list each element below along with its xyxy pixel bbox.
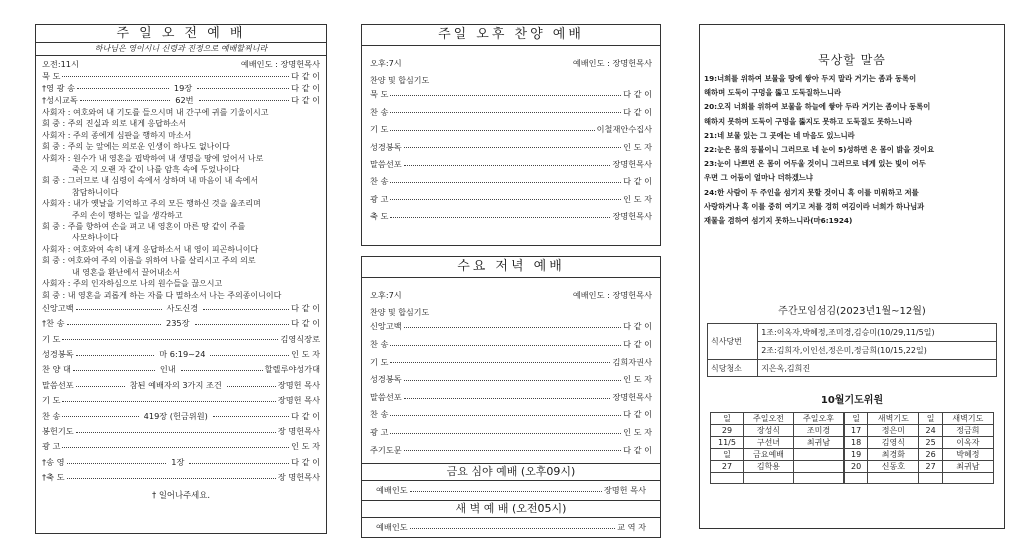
responsive-line: 회 중 : 내 영혼을 괴롭게 하는 자를 다 멸하소서 나는 주의종이니이다 xyxy=(42,290,282,300)
afternoon.rows-row xyxy=(370,104,652,121)
meal-label: 식사당번 xyxy=(708,324,758,360)
morning.rows_b-row-label: 광 고 xyxy=(42,441,61,452)
prayer-left-cell: 조미경 xyxy=(793,425,843,437)
wednesday.rows-row xyxy=(370,406,652,424)
prayer-left-cell: 27 xyxy=(711,461,744,473)
prayer-right-cell: 20 xyxy=(845,461,868,473)
morning.rows_b-row-label: 찬 송 xyxy=(42,410,61,421)
prayer-left-row xyxy=(711,425,844,437)
meditation-line: 20:오직 너희를 위하여 보물을 하늘에 쌓아 두라 거기는 좀이나 동록이 xyxy=(704,102,931,112)
morning.rows_b-row-label: 신앙고백 xyxy=(42,302,74,313)
wednesday.rows-row xyxy=(370,318,652,336)
morning.rows_b-row xyxy=(42,347,320,362)
responsive-line: 죽은 지 오랜 자 같이 나를 암흑 속에 두었나이다 xyxy=(72,165,240,175)
prayer-left-cell: 금요예배 xyxy=(743,449,793,461)
dawn-title: 새 벽 예 배 (오전05시) xyxy=(362,501,660,518)
meditation-line: 해하며 도둑이 구멍을 뚫고 도둑질하느니라 xyxy=(704,88,842,98)
prayer-left-row xyxy=(711,461,844,473)
wednesday.rows-row-person: 인 도 자 xyxy=(623,426,652,437)
morning.rows_b-row-detail: 마 6:19~24 xyxy=(159,349,206,360)
prayer-right-cell: 이옥자 xyxy=(942,437,993,449)
prayer-right-cell: 17 xyxy=(845,425,868,437)
afternoon.rows-row xyxy=(370,208,652,225)
prayer-right-cell: 최경화 xyxy=(868,449,919,461)
afternoon.rows-row-label: 묵 도 xyxy=(370,89,389,100)
prayer-left-header: 주일오후 xyxy=(793,413,843,425)
wednesday-leader: 예배인도 : 장명헌목사 xyxy=(572,290,652,300)
afternoon.rows-row xyxy=(370,139,652,156)
afternoon.rows-row-person: 다 같 이 xyxy=(623,176,652,187)
responsive-line: 사회자 : 여호와여 속히 내게 응답하소서 내 영이 피곤하니이다 xyxy=(42,244,259,254)
wednesday.rows-row-person: 다 같 이 xyxy=(623,321,652,332)
prayer-right-row xyxy=(845,437,994,449)
morning.rows_b-row xyxy=(42,439,320,454)
wednesday.rows-row-label: 기 도 xyxy=(370,356,389,367)
wednesday.rows-row-label: 주기도문 xyxy=(370,444,402,455)
morning.rows_b-row-detail: 235장 xyxy=(166,318,190,329)
afternoon.rows-row-person: 장명헌목사 xyxy=(612,211,652,222)
morning.rows_b-row-person: 할렐루야성가대 xyxy=(264,364,320,375)
morning.rows_b-row-person: 다 같 이 xyxy=(291,302,320,313)
wednesday.rows-row-label: 성경봉독 xyxy=(370,374,402,385)
morning.rows_b-row-label: 성경봉독 xyxy=(42,349,74,360)
morning.rows_b-row xyxy=(42,332,320,347)
prayer-right-cell: 26 xyxy=(919,449,942,461)
meditation-line: 19:너희를 위하여 보물을 땅에 쌓아 두지 말라 거기는 좀과 동록이 xyxy=(704,74,917,83)
friday-label: 예배인도 xyxy=(376,485,408,496)
morning.rows_b-row xyxy=(42,470,320,485)
weekly-title: 주간모임섬김(2023년1월~12월) xyxy=(778,306,926,318)
morning.rows_b-row-label: 기 도 xyxy=(42,333,61,344)
morning.rows_b-row-detail: 419장 (헌금위원) xyxy=(143,410,208,421)
morning.rows_b-row xyxy=(42,455,320,470)
morning.rows_a-row xyxy=(42,70,320,82)
morning.rows_b-row xyxy=(42,393,320,408)
responsive-line: 내 영혼을 환난에서 끌어내소서 xyxy=(72,267,181,277)
morning.rows_b-row-label: 말씀선포 xyxy=(42,379,74,390)
morning.rows_b-row-label: 찬 양 대 xyxy=(42,364,71,375)
wednesday.rows-row-label: 신앙고백 xyxy=(370,321,402,332)
prayer-right-cell: 정금희 xyxy=(942,425,993,437)
afternoon.rows-row-person: 인 도 자 xyxy=(623,193,652,204)
afternoon.rows-row-label: 축 도 xyxy=(370,211,389,222)
morning.rows_b-row xyxy=(42,378,320,393)
morning-closing: † 일어나주세요. xyxy=(151,489,211,500)
prayer-right-header: 새벽기도 xyxy=(942,413,993,425)
afternoon.rows-row xyxy=(370,121,652,138)
morning.rows_b-row-person: 장명헌 목사 xyxy=(277,395,320,406)
morning.rows_b-row-person: 인 도 자 xyxy=(291,441,320,452)
meditation-line: 21:네 보물 있는 그 곳에는 네 마음도 있느니라 xyxy=(704,130,855,140)
dawn-label: 예배인도 xyxy=(376,522,408,533)
afternoon.rows-row xyxy=(370,156,652,173)
responsive-line: 사회자 : 원수가 내 영혼을 핍박하여 내 생명을 땅에 엎어서 나로 xyxy=(42,153,264,163)
morning.rows_b-row xyxy=(42,409,320,424)
prayer-right-cell: 25 xyxy=(919,437,942,449)
responsive-line: 회 중 : 여호와여 주의 이름을 위하여 나를 살리시고 주의 의로 xyxy=(42,256,256,266)
morning.rows_b-row-person: 다 같 이 xyxy=(291,456,320,467)
morning.rows_b-row-detail: 참된 예배자의 3가지 조건 xyxy=(129,379,222,390)
morning.rows_b-row-detail: 1장 xyxy=(171,456,185,467)
afternoon.rows-row xyxy=(370,173,652,190)
responsive-line: 사회자 : 내가 옛날을 기억하고 주의 모든 행하신 것을 읊조리며 xyxy=(42,199,261,209)
responsive-line: 회 중 : 주를 향하여 손을 펴고 내 영혼이 마른 땅 같이 주를 xyxy=(42,222,246,232)
morning.rows_b-row-label: †찬 송 xyxy=(42,318,65,329)
prayer-right-row xyxy=(845,461,994,473)
wednesday.rows-row-person: 인 도 자 xyxy=(623,374,652,385)
wednesday-service-panel xyxy=(361,256,661,538)
morning.rows_a-row-person: 다 같 이 xyxy=(291,95,320,105)
morning-leader: 예배인도 : 장명헌목사 xyxy=(240,59,320,69)
responsive-line: 사회자 : 주의 종에게 심판을 행하지 마소서 xyxy=(42,130,192,140)
afternoon.rows-row-label: 찬 송 xyxy=(370,176,389,187)
prayer-left-cell: 최귀남 xyxy=(793,437,843,449)
prayer-left-cell: 김학용 xyxy=(743,461,793,473)
afternoon.rows-row-label: 기 도 xyxy=(370,124,389,135)
responsive-line: 참담하니이다 xyxy=(72,187,119,197)
responsive-line: 회 중 : 주의 눈 앞에는 의로운 인생이 하나도 없나이다 xyxy=(42,142,230,152)
meditation-line: 사랑하거나 혹 이를 중히 여기고 저를 경히 여김이라 너희가 하나님과 xyxy=(704,201,925,211)
responsive-line: 사회자 : 주의 인자하심으로 나의 원수들을 끊으시고 xyxy=(42,279,223,289)
prayer-right-header: 일 xyxy=(919,413,942,425)
morning.rows_b-row xyxy=(42,301,320,316)
clean-value: 지은옥,김희진 xyxy=(758,360,997,377)
wednesday.rows-row-person: 장명헌목사 xyxy=(612,391,652,402)
prayer-left-cell xyxy=(793,449,843,461)
wednesday.rows-row-label: 말씀선포 xyxy=(370,391,402,402)
prayer-left-cell: 구선녀 xyxy=(743,437,793,449)
morning.rows_b-row-label: 봉헌기도 xyxy=(42,426,74,437)
prayer-right-cell: 박혜정 xyxy=(942,449,993,461)
morning.rows_b-row-person: 다 같 이 xyxy=(291,410,320,421)
friday-title: 금요 심야 예배 (오후09시) xyxy=(362,464,660,481)
morning.rows_b-row xyxy=(42,362,320,377)
wednesday.rows-row xyxy=(370,442,652,460)
prayer-right-cell: 18 xyxy=(845,437,868,449)
prayer-left-cell: 장성식 xyxy=(743,425,793,437)
morning.rows_a-row-person: 다 같 이 xyxy=(291,71,320,81)
meditation-line: 우면 그 어둠이 얼마나 더하겠느냐 xyxy=(704,173,813,183)
meditation-line: 재물을 겸하여 섬기지 못하느니라(마6:1924) xyxy=(704,216,853,226)
afternoon.rows-row-person: 장명헌목사 xyxy=(612,158,652,169)
prayer-right-row xyxy=(845,425,994,437)
responsive-line: 사회자 : 여호와여 내 기도를 들으시며 내 간구에 귀를 기울이시고 xyxy=(42,108,269,117)
morning-title: 주 일 오 전 예 배 xyxy=(36,25,326,43)
prayer-left-cell xyxy=(793,461,843,473)
afternoon.rows-row-person: 인 도 자 xyxy=(623,141,652,152)
morning-subtitle: 하나님은 영이시니 신령과 진정으로 예배할찌니라 xyxy=(36,43,326,56)
prayer-left-header: 일 xyxy=(711,413,744,425)
prayer-table-right xyxy=(844,412,994,484)
responsive-line: 회 중 : 그러므로 내 심령이 속에서 상하며 내 마음이 내 속에서 xyxy=(42,176,259,186)
prayer-right-cell: 정은미 xyxy=(868,425,919,437)
wednesday.rows-row-label: 광 고 xyxy=(370,426,389,437)
morning.rows_b-row-person: 김영식장로 xyxy=(280,333,320,344)
wednesday-time: 오후:7시 xyxy=(370,290,402,300)
dawn-leader: 교 역 자 xyxy=(617,522,646,533)
morning.rows_a-row xyxy=(42,82,320,94)
morning.rows_b-row-person: 장 명헌목사 xyxy=(277,472,320,483)
wednesday.rows-row xyxy=(370,371,652,389)
afternoon.rows-row-person: 다 같 이 xyxy=(623,106,652,117)
meditation-line: 24:한 사람이 두 주인을 섬기지 못할 것이니 혹 이를 미워하고 저를 xyxy=(704,187,919,197)
morning.rows_a-row xyxy=(42,94,320,106)
afternoon.rows-row xyxy=(370,191,652,208)
afternoon.rows-row xyxy=(370,86,652,103)
friday-leader: 장명헌 목사 xyxy=(603,485,646,496)
morning.rows_b-row-person: 인 도 자 xyxy=(291,349,320,360)
afternoon.rows-row-label: 성경봉독 xyxy=(370,141,402,152)
afternoon-intro: 찬양 및 합심기도 xyxy=(370,76,430,85)
prayer-right-row xyxy=(845,449,994,461)
wednesday.rows-row-label: 찬 송 xyxy=(370,409,389,420)
afternoon.rows-row-label: 말씀선포 xyxy=(370,158,402,169)
prayer-left-row xyxy=(711,437,844,449)
prayer-right-cell: 최귀남 xyxy=(942,461,993,473)
morning.rows_a-row-label: 묵 도 xyxy=(42,71,61,81)
meditation-line: 22:눈은 몸의 등불이니 그러므로 네 눈이 5)성하면 온 몸이 밝을 것이요 xyxy=(704,145,935,155)
morning.rows_a-row-detail: 62번 xyxy=(175,95,194,105)
morning.rows_b-row-person: 장명헌 목사 xyxy=(277,379,320,390)
prayer-left-header: 주일오전 xyxy=(743,413,793,425)
meditation-line: 해하지 못하며 도둑이 구멍을 뚫지도 못하고 도둑질도 못하느니라 xyxy=(704,116,913,126)
prayer-right-header: 새벽기도 xyxy=(868,413,919,425)
morning-time: 오전:11시 xyxy=(42,59,79,69)
meal-row-2: 2조:김희자,이인선,정은미,정금희(10/15,22일) xyxy=(758,342,997,360)
wednesday.rows-row xyxy=(370,389,652,407)
wednesday.rows-row xyxy=(370,354,652,372)
responsive-line: 회 중 : 주의 진실과 의로 내게 응답하소서 xyxy=(42,119,187,129)
morning.rows_b-row-detail: 사도신경 xyxy=(166,302,199,313)
morning.rows_a-row-detail: 19장 xyxy=(173,83,193,93)
responsive-line: 주의 손이 행하는 일을 생각하고 xyxy=(72,210,183,220)
morning.rows_a-row-label: †영 광 송 xyxy=(42,83,76,93)
weekly-table xyxy=(707,323,997,377)
meditation-panel xyxy=(699,24,1005,529)
responsive-line: 사모하나이다 xyxy=(72,233,119,243)
morning-service-panel xyxy=(35,24,327,534)
afternoon.rows-row-label: 찬 송 xyxy=(370,106,389,117)
morning.rows_a-row-label: †성시교독 xyxy=(42,95,78,105)
clean-label: 식당청소 xyxy=(708,360,758,377)
prayer-title: 10월기도위원 xyxy=(820,395,884,407)
wednesday.rows-row-person: 김희자권사 xyxy=(612,356,652,367)
prayer-right-cell: 24 xyxy=(919,425,942,437)
afternoon-time: 오후:7시 xyxy=(370,58,402,68)
morning.rows_b-row-label: 기 도 xyxy=(42,395,61,406)
prayer-right-cell: 신동호 xyxy=(868,461,919,473)
prayer-right-cell: 27 xyxy=(919,461,942,473)
morning.rows_b-row-label: †축 도 xyxy=(42,472,65,483)
prayer-right-header: 일 xyxy=(845,413,868,425)
wednesday.rows-row xyxy=(370,424,652,442)
wednesday.rows-row-person: 다 같 이 xyxy=(623,444,652,455)
morning.rows_a-row-person: 다 같 이 xyxy=(291,83,320,93)
morning.rows_b-row-label: †송 영 xyxy=(42,456,65,467)
afternoon-service-panel xyxy=(361,24,661,246)
wednesday.rows-row xyxy=(370,336,652,354)
morning.rows_b-row-person: 장 명헌목사 xyxy=(277,426,320,437)
afternoon-title: 주일 오후 찬양 예배 xyxy=(362,25,660,46)
morning.rows_b-row-detail: 인내 xyxy=(159,364,176,375)
wednesday.rows-row-person: 다 같 이 xyxy=(623,339,652,349)
wednesday.rows-row-label: 찬 송 xyxy=(370,339,389,349)
wednesday.rows-row-person: 다 같 이 xyxy=(623,409,652,420)
wednesday-title: 수요 저녁 예배 xyxy=(362,257,660,278)
afternoon-leader: 예배인도 : 장명헌목사 xyxy=(572,58,652,68)
wednesday-intro: 찬양 및 합심기도 xyxy=(370,308,430,317)
prayer-left-cell: 일 xyxy=(711,449,744,461)
afternoon.rows-row-person: 이철재안수집사 xyxy=(596,124,652,135)
meditation-title: 묵상할 말씀 xyxy=(818,53,886,67)
meditation-line: 23:눈이 나쁘면 온 몸이 어두울 것이니 그러므로 네게 있는 빛이 어두 xyxy=(704,159,926,169)
prayer-left-row xyxy=(711,449,844,461)
morning.rows_b-row-person: 다 같 이 xyxy=(291,318,320,329)
prayer-left-cell: 29 xyxy=(711,425,744,437)
prayer-right-cell: 김영식 xyxy=(868,437,919,449)
prayer-table-left xyxy=(710,412,844,484)
afternoon.rows-row-person: 다 같 이 xyxy=(623,89,652,100)
prayer-right-cell: 19 xyxy=(845,449,868,461)
afternoon.rows-row-label: 광 고 xyxy=(370,193,389,204)
meal-row-1: 1조:이옥자,박혜정,조미경,김승미(10/29,11/5일) xyxy=(758,324,997,342)
morning.rows_b-row xyxy=(42,316,320,331)
prayer-left-cell: 11/5 xyxy=(711,437,744,449)
morning.rows_b-row xyxy=(42,424,320,439)
